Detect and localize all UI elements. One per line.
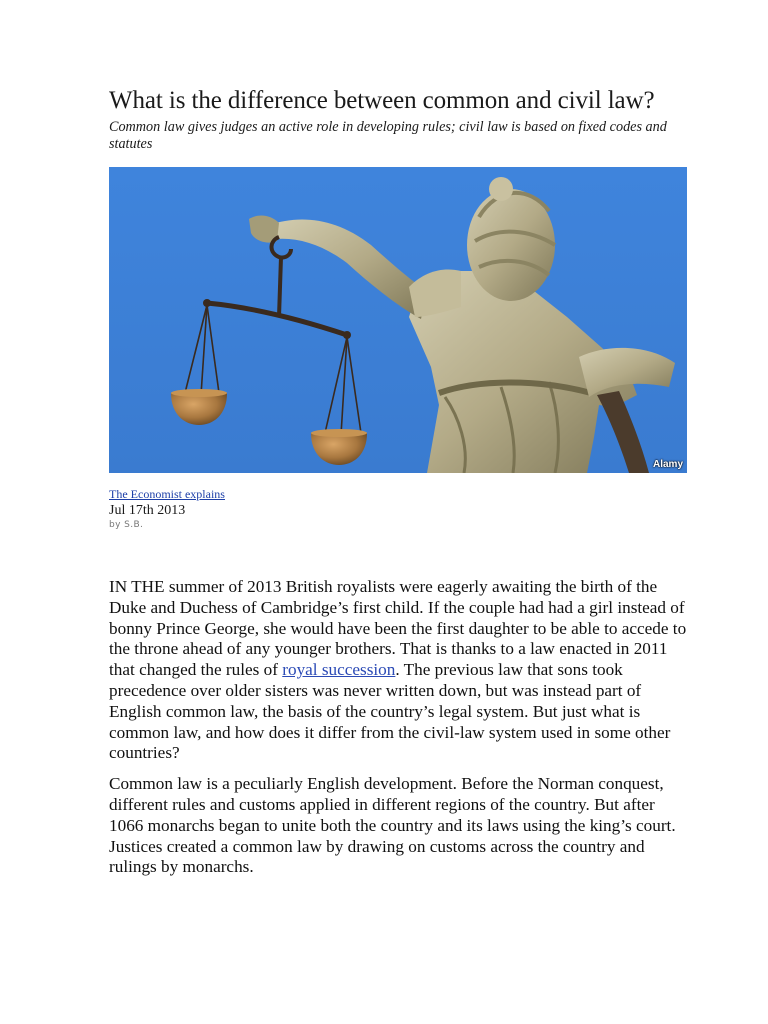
article [109, 86, 689, 888]
image-credit: Alamy [652, 459, 683, 470]
article-rubric: Common law gives judges an active role in developing rules; civil law is based on fixed codes and statutes [109, 119, 667, 152]
article-paragraph [109, 577, 689, 764]
justice-statue-image [109, 167, 687, 473]
article-byline: by S.B. [109, 520, 144, 530]
paragraph-text: . The previous law that sons took precedence over older sisters was never written down, but was instead part of English common law, the basis of the country’s legal system. But just what is common law, and how does it differ from the civil-law system used in some other countries? [109, 660, 671, 763]
article-body [109, 577, 689, 878]
article-paragraph: Common law is a peculiarly English development. Before the Norman conquest, different rules and customs applied in different regions of the country. But after 1066 monarchs began to unite both the country and its laws using the king’s court. Justices created a common law by drawing on customs across the country and rulings by monarchs. [109, 774, 676, 877]
article-meta [109, 485, 689, 531]
royal-succession-link[interactable]: royal succession [282, 660, 396, 680]
paragraph-text: IN THE summer of 2013 British royalists were eagerly awaiting the birth of the Duke and Duchess of Cambridge’s first child. If the couple had had a girl instead of bonny Prince George, she would have been the first daughter to be able to accede to the throne ahead of any younger brothers. That is thanks to a law enacted in 2011 that changed the rules of [109, 577, 687, 680]
section-link[interactable]: The Economist explains [109, 487, 225, 501]
article-date: Jul 17th 2013 [109, 503, 186, 518]
article-hero-image [109, 167, 687, 473]
article-headline: What is the difference between common and civil law? [109, 87, 655, 114]
